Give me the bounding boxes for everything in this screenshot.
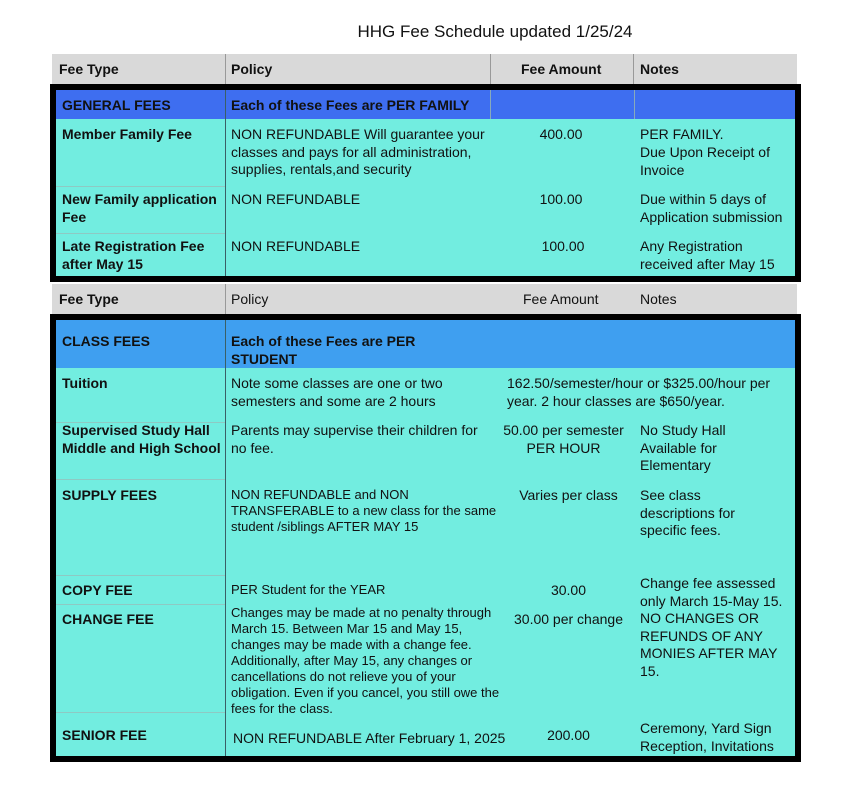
tuition-policy: Note some classes are one or two semesters and some are 2 hours (231, 375, 443, 409)
table-header-general (52, 54, 797, 84)
general-fees-label: GENERAL FEES (62, 97, 171, 113)
supply-fees-amount: Varies per class (519, 487, 618, 503)
late-registration-fee-amount: 100.00 (541, 238, 585, 254)
study-hall-policy: Parents may supervise their children for no fee. (231, 422, 478, 456)
change-fee-notes: Change fee assessed only March 15-May 15. NO CHANGES OR REFUNDS OF ANY MONIES AFTER MAY 15. (640, 575, 783, 679)
change-fee-amount: 30.00 per change (514, 611, 623, 627)
study-hall-amount: 50.00 per semester PER HOUR (503, 422, 624, 456)
tuition-type: Tuition (62, 375, 108, 391)
study-hall-notes: No Study Hall Available for Elementary (640, 422, 726, 473)
supply-fees-notes: See class descriptions for specific fees. (640, 487, 735, 538)
header2-fee-type: Fee Type (59, 291, 119, 307)
senior-fee-notes: Ceremony, Yard Sign Reception, Invitations (640, 720, 774, 754)
header-notes: Notes (640, 61, 679, 77)
new-family-fee-type: New Family application Fee (62, 191, 217, 225)
general-fees-policy: Each of these Fees are PER FAMILY (231, 97, 470, 113)
class-fees-section (50, 314, 801, 762)
copy-fee-amount: 30.00 (550, 582, 587, 598)
late-registration-fee-policy: NON REFUNDABLE (231, 238, 361, 254)
copy-fee-type: COPY FEE (62, 582, 133, 598)
member-family-fee-type: Member Family Fee (62, 126, 192, 142)
header-policy: Policy (231, 61, 273, 77)
table-header-class (52, 284, 797, 314)
senior-fee-policy: NON REFUNDABLE After February 1, 2025 (233, 730, 506, 746)
member-family-fee-notes-2: Due Upon Receipt of Invoice (640, 144, 770, 178)
late-registration-fee-type: Late Registration Fee after May 15 (62, 238, 205, 272)
supply-fees-policy: NON REFUNDABLE and NON TRANSFERABLE to a new class for the same student /siblings AFTER MAY 15 (231, 487, 497, 534)
late-registration-fee-notes: Any Registration received after May 15 (640, 238, 775, 272)
member-family-fee-notes-1: PER FAMILY. (640, 126, 724, 142)
copy-fee-policy: PER Student for the YEAR (231, 582, 386, 597)
header2-fee-amount: Fee Amount (523, 291, 599, 307)
header-fee-type: Fee Type (59, 61, 119, 77)
senior-fee-type: SENIOR FEE (62, 727, 147, 743)
supply-fees-type: SUPPLY FEES (62, 487, 157, 503)
class-fees-policy: Each of these Fees are PER STUDENT (231, 333, 416, 367)
page-title: HHG Fee Schedule updated 1/25/24 (357, 22, 633, 41)
header-fee-amount: Fee Amount (521, 61, 602, 77)
member-family-fee-amount: 400.00 (539, 126, 583, 142)
study-hall-type: Supervised Study Hall Middle and High School (62, 422, 221, 456)
header2-notes: Notes (640, 291, 677, 307)
new-family-fee-policy: NON REFUNDABLE (231, 191, 361, 207)
new-family-fee-notes: Due within 5 days of Application submission (640, 191, 783, 225)
change-fee-type: CHANGE FEE (62, 611, 154, 627)
general-fees-section (50, 84, 801, 282)
member-family-fee-policy: NON REFUNDABLE Will guarantee your classes and pays for all administration, supplies, rentals,and security (231, 126, 485, 177)
header2-policy: Policy (231, 291, 269, 307)
senior-fee-amount: 200.00 (547, 727, 590, 743)
class-fees-label: CLASS FEES (62, 333, 150, 349)
change-fee-policy: Changes may be made at no penalty through March 15. Between Mar 15 and May 15, changes may be made with a change fee. Additionally, after May 15, any changes or cancellations do not relieve you of your obligation. Even if you cancel, you still owe the fees for the class. (231, 605, 500, 716)
tuition-amount: 162.50/semester/hour or $325.00/hour per year. 2 hour classes are $650/year. (507, 375, 771, 409)
new-family-fee-amount: 100.00 (539, 191, 583, 207)
